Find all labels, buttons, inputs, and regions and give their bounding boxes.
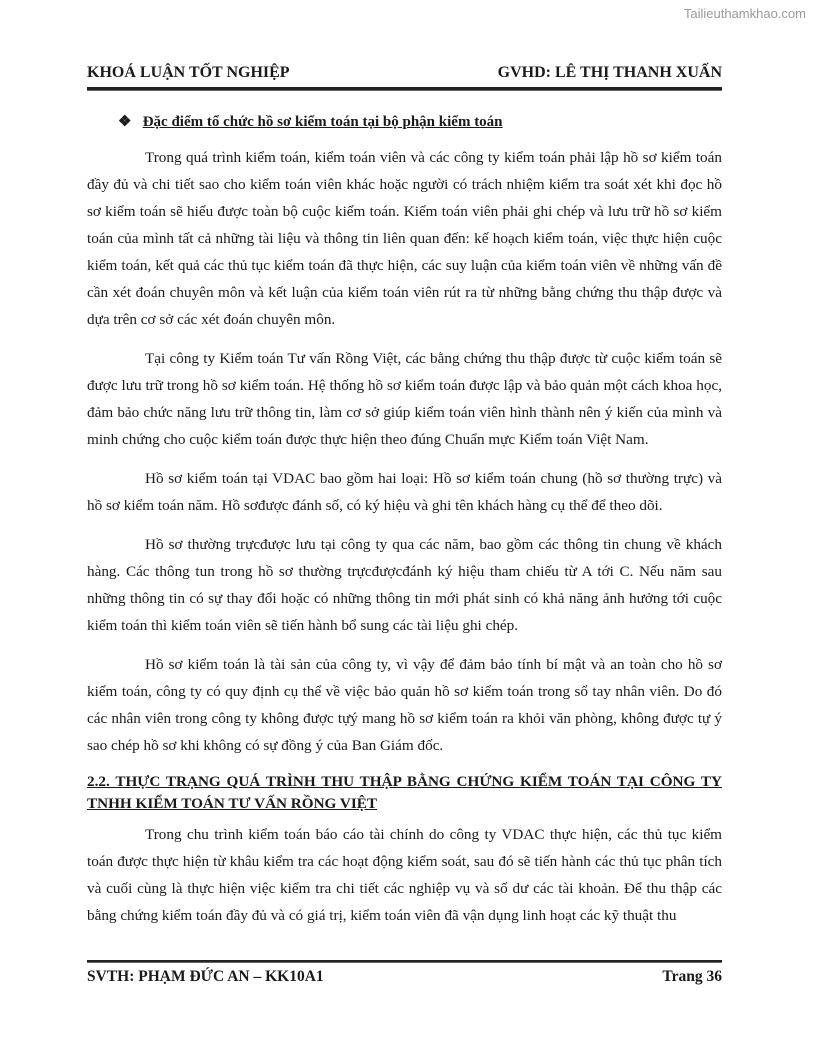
page-footer <box>87 968 722 986</box>
paragraph: Hồ sơ kiểm toán là tài sản của công ty, vì vậy để đảm bảo tính bí mật và an toàn cho hồ sơ kiểm toán, công ty có quy định cụ thể về việc bảo quản hồ sơ kiểm toán trong sổ tay nhân viên. Do đó các nhân viên trong công ty không được tựý mang hồ sơ kiểm toán ra khỏi văn phòng, không được tự ý sao chép hồ sơ khi không có sự đồng ý của Ban Giám đốc. <box>87 656 722 754</box>
paragraph: Hồ sơ kiểm toán tại VDAC bao gồm hai loại: Hồ sơ kiểm toán chung (hồ sơ thường trực) và hồ sơ kiểm toán năm. Hồ sơđược đánh số, có ký hiệu và ghi tên khách hàng cụ thể để theo dõi. <box>87 470 722 514</box>
footer-left: SVTH: PHẠM ĐỨC AN – KK10A1 <box>87 968 324 985</box>
paragraph: Tại công ty Kiểm toán Tư vấn Rồng Việt, các bằng chứng thu thập được từ cuộc kiểm toán sẽ được lưu trữ trong hồ sơ kiểm toán. Hệ thống hồ sơ kiểm toán được lập và bảo quản một cách khoa học, đảm bảo chức năng lưu trữ thông tin, làm cơ sở giúp kiểm toán viên hình thành nên ý kiến của mình và minh chứng cho cuộc kiểm toán được thực hiện theo đúng Chuẩn mực Kiểm toán Việt Nam. <box>87 350 722 448</box>
header-left: KHOÁ LUẬN TỐT NGHIỆP <box>87 64 290 81</box>
paragraph: Hồ sơ thường trựcđược lưu tại công ty qua các năm, bao gồm các thông tin chung về khách hàng. Các thông tun trong hồ sơ thường trựcđượcđánh ký hiệu tham chiếu từ A tới C. Nếu năm sau những thông tin có sự thay đổi hoặc có những thông tin mới phát sinh có khả năng ảnh hưởng tới cuộc kiểm toán thì kiểm toán viên sẽ tiến hành bổ sung các tài liệu ghi chép. <box>87 536 722 634</box>
diamond-bullet-icon: ❖ <box>118 114 132 130</box>
paragraph: Trong quá trình kiểm toán, kiểm toán viên và các công ty kiểm toán phải lập hồ sơ kiểm toán đầy đủ và chi tiết sao cho kiểm toán viên khác hoặc người có trách nhiệm kiểm tra soát xét khi đọc hồ sơ kiểm toán sẽ hiểu được toàn bộ cuộc kiểm toán. Kiểm toán viên phải ghi chép và lưu trữ hồ sơ kiểm toán của mình tất cả những tài liệu và thông tin liên quan đến: kế hoạch kiểm toán, việc thực hiện cuộc kiểm toán, kết quả các thủ tục kiểm toán đã thực hiện, các suy luận của kiểm toán viên về những vấn đề cần xét đoán chuyên môn và kết luận của kiểm toán viên rút ra từ những bằng chứng thu thập được và dựa trên cơ sở các xét đoán chuyên môn. <box>87 149 722 328</box>
subsection-title: Đặc điểm tổ chức hồ sơ kiểm toán tại bộ phận kiểm toán <box>142 114 503 130</box>
section-heading: 2.2. THỰC TRẠNG QUÁ TRÌNH THU THẬP BẰNG CHỨNG KIỂM TOÁN TẠI CÔNG TY TNHH KIỂM TOÁN TƯ VẤN RỒNG VIỆT <box>87 773 722 812</box>
body-text <box>87 144 722 941</box>
footer-rule <box>87 960 722 963</box>
paragraph: Trong chu trình kiểm toán báo cáo tài chính do công ty VDAC thực hiện, các thủ tục kiểm toán được thực hiện từ khâu kiểm tra các hoạt động kiểm soát, sau đó sẽ tiến hành các thủ tục phân tích và cuối cùng là thực hiện việc kiểm tra chi tiết các nghiệp vụ và số dư các tài khoản. Để thu thập các bằng chứng kiểm toán đầy đủ và có giá trị, kiểm toán viên đã vận dụng linh hoạt các kỹ thuật thu <box>87 826 722 924</box>
page-number: Trang 36 <box>662 968 722 985</box>
page-header <box>87 64 722 82</box>
watermark: Tailieuthamkhao.com <box>683 6 806 21</box>
subsection-heading <box>118 112 503 131</box>
header-rule <box>87 87 722 91</box>
header-right: GVHD: LÊ THỊ THANH XUẤN <box>497 64 722 81</box>
